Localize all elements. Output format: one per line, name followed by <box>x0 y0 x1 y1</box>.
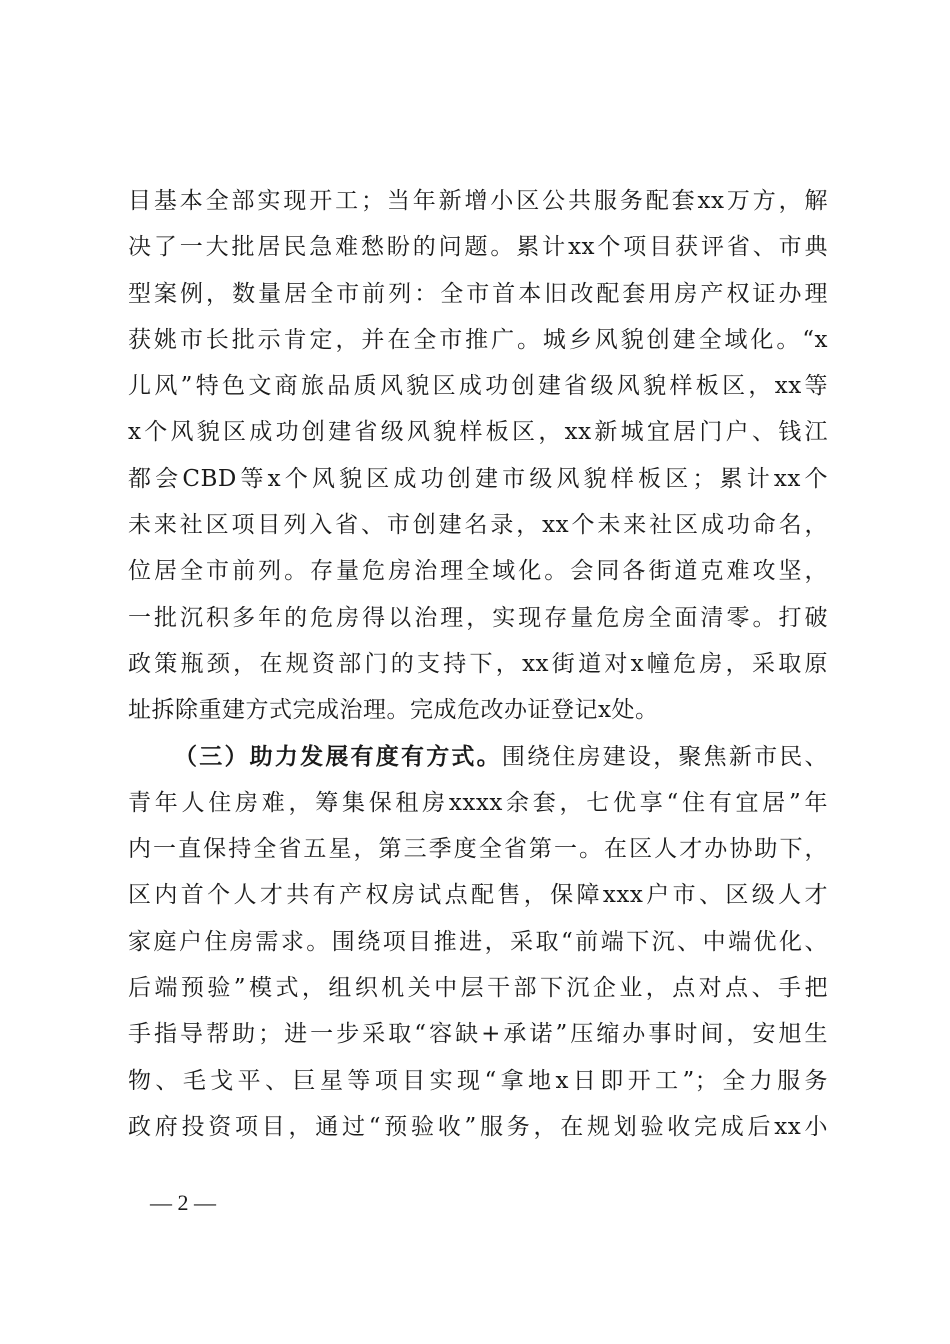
text-line: 决了一大批居民急难愁盼的问题。累计xx个项目获评省、市典 <box>128 234 828 261</box>
text-line: 都会CBD等x个风貌区成功创建市级风貌样板区；累计xx个 <box>128 465 828 492</box>
text-line: 型案例，数量居全市前列：全市首本旧改配套用房产权证办理 <box>128 280 828 307</box>
section-heading: （三）助力发展有度有方式。 <box>174 742 502 770</box>
text-line: 政策瓶颈，在规资部门的支持下，xx街道对x幢危房，采取原 <box>128 650 828 677</box>
text-line: 未来社区项目列入省、市创建名录，xx个未来社区成功命名， <box>128 512 828 539</box>
text-line: 获姚市长批示肯定，并在全市推广。城乡风貌创建全域化。“x <box>128 326 828 353</box>
text-line: 目基本全部实现开工；当年新增小区公共服务配套xx万方，解 <box>128 188 828 214</box>
section-heading-line <box>128 734 828 780</box>
text-line: 区内首个人才共有产权房试点配售，保障xxx户市、区级人才 <box>128 882 828 909</box>
text-line: 位居全市前列。存量危房治理全域化。会同各街道克难攻坚， <box>128 558 828 585</box>
text-line: 手指导帮助；进一步采取“容缺+承诺”压缩办事时间，安旭生 <box>128 1021 828 1048</box>
text-line: 址拆除重建方式完成治理。完成危改办证登记x处。 <box>128 697 659 724</box>
section-heading-rest: 围绕住房建设，聚焦新市民、 <box>501 743 829 770</box>
text-line: 后端预验”模式，组织机关中层干部下沉企业，点对点、手把 <box>128 975 828 1002</box>
text-line: 儿风”特色文商旅品质风貌区成功创建省级风貌样板区，xx等 <box>128 373 828 400</box>
text-line: 内一直保持全省五星，第三季度全省第一。在区人才办协助下， <box>128 836 828 863</box>
page-number: — 2 — <box>150 1190 216 1215</box>
text-line: 政府投资项目，通过“预验收”服务，在规划验收完成后xx小 <box>128 1113 828 1140</box>
text-line: 家庭户住房需求。围绕项目推进，采取“前端下沉、中端优化、 <box>128 928 828 955</box>
text-line: 青年人住房难，筹集保租房xxxx余套，七优享“住有宜居”年 <box>128 789 828 816</box>
text-line: x个风貌区成功创建省级风貌样板区，xx新城宜居门户、钱江 <box>128 419 828 446</box>
text-line: 一批沉积多年的危房得以治理，实现存量危房全面清零。打破 <box>128 604 828 631</box>
text-line: 物、毛戈平、巨星等项目实现“拿地x日即开工”；全力服务 <box>128 1067 828 1094</box>
body-text <box>128 178 828 1150</box>
